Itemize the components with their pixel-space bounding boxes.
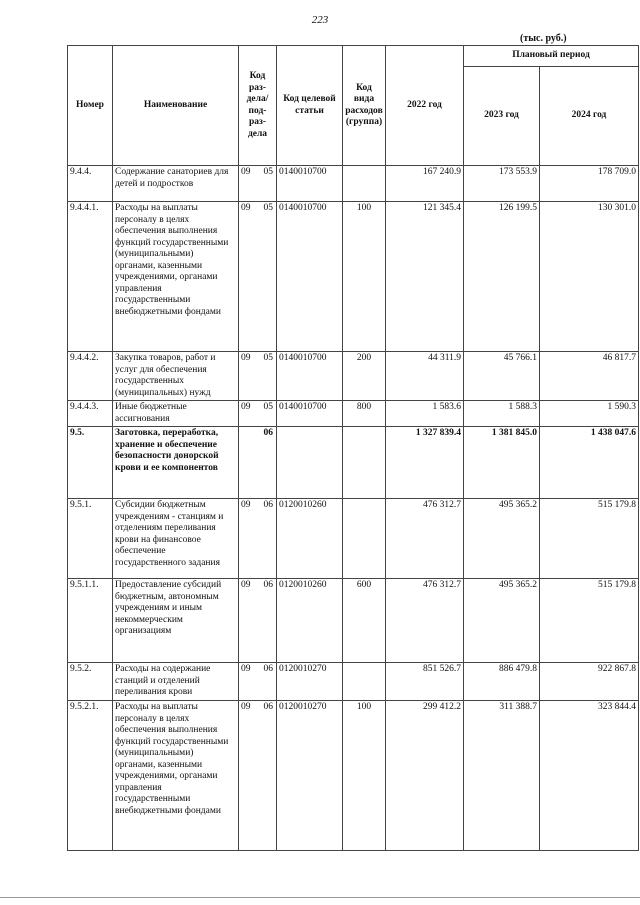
page-number: 223	[311, 14, 329, 26]
row-expense-code	[343, 427, 386, 499]
header-expense-type: Код вида расходов (группа)	[343, 46, 386, 166]
subsection-code: 05	[263, 167, 273, 177]
row-value-2023: 1 588.3	[464, 401, 540, 427]
row-name: Расходы на содержание станций и отделений переливания крови	[113, 663, 239, 701]
row-value-2023: 495 365.2	[464, 499, 540, 579]
row-value-2023: 886 479.8	[464, 663, 540, 701]
row-target-code: 0120010270	[277, 663, 343, 701]
subsection-code: 06	[263, 664, 273, 674]
row-number: 9.5.	[68, 427, 113, 499]
row-value-2022: 1 327 839.4	[386, 427, 464, 499]
row-section-code	[239, 352, 277, 401]
row-name: Расходы на выплаты персоналу в целях обеспечения выполнения функций государственными (муниципальными) органами, казенными учреждениями, органами управления государственными внебюджетными фондами	[113, 701, 239, 851]
row-value-2023: 1 381 845.0	[464, 427, 540, 499]
row-value-2024: 323 844.4	[540, 701, 639, 851]
row-number: 9.4.4.1.	[68, 202, 113, 352]
section-code: 09	[241, 500, 251, 510]
row-value-2024: 922 867.8	[540, 663, 639, 701]
budget-table	[67, 45, 639, 851]
row-name: Расходы на выплаты персоналу в целях обеспечения выполнения функций государственными (муниципальными) органами, казенными учреждениями, органами управления государственными внебюджетными фондами	[113, 202, 239, 352]
row-value-2024: 130 301.0	[540, 202, 639, 352]
row-name: Иные бюджетные ассигнования	[113, 401, 239, 427]
row-value-2023: 495 365.2	[464, 579, 540, 663]
section-code: 09	[241, 402, 251, 412]
header-year-2024: 2024 год	[540, 67, 639, 166]
row-section-code	[239, 663, 277, 701]
row-value-2024: 515 179.8	[540, 499, 639, 579]
table-row	[68, 166, 639, 202]
row-expense-code: 100	[343, 701, 386, 851]
row-name: Закупка товаров, работ и услуг для обеспечения государственных (муниципальных) нужд	[113, 352, 239, 401]
row-target-code: 0140010700	[277, 352, 343, 401]
subsection-code: 05	[263, 402, 273, 412]
row-target-code: 0140010700	[277, 166, 343, 202]
row-name: Содержание санаториев для детей и подростков	[113, 166, 239, 202]
row-section-code	[239, 701, 277, 851]
subsection-code: 06	[263, 580, 273, 590]
row-name: Заготовка, переработка, хранение и обеспечение безопасности донорской крови и ее компонентов	[113, 427, 239, 499]
table-row	[68, 701, 639, 851]
section-code: 09	[241, 702, 251, 712]
row-expense-code	[343, 663, 386, 701]
row-value-2022: 121 345.4	[386, 202, 464, 352]
row-number: 9.4.4.	[68, 166, 113, 202]
header-number: Номер	[68, 46, 113, 166]
subsection-code: 06	[263, 428, 273, 438]
row-value-2023: 126 199.5	[464, 202, 540, 352]
units-label: (тыс. руб.)	[520, 33, 567, 44]
row-value-2022: 851 526.7	[386, 663, 464, 701]
row-value-2022: 476 312.7	[386, 499, 464, 579]
row-target-code: 0140010700	[277, 401, 343, 427]
row-section-code	[239, 401, 277, 427]
row-target-code: 0120010270	[277, 701, 343, 851]
row-target-code: 0140010700	[277, 202, 343, 352]
section-code: 09	[241, 580, 251, 590]
row-number: 9.4.4.3.	[68, 401, 113, 427]
table-row	[68, 499, 639, 579]
row-number: 9.5.2.1.	[68, 701, 113, 851]
table-row	[68, 352, 639, 401]
section-code: 09	[241, 203, 251, 213]
row-value-2024: 1 438 047.6	[540, 427, 639, 499]
row-number: 9.4.4.2.	[68, 352, 113, 401]
row-target-code: 0120010260	[277, 579, 343, 663]
row-target-code: 0120010260	[277, 499, 343, 579]
section-code: 09	[241, 664, 251, 674]
table-row	[68, 202, 639, 352]
row-value-2022: 476 312.7	[386, 579, 464, 663]
header-year-2023: 2023 год	[464, 67, 540, 166]
row-expense-code: 100	[343, 202, 386, 352]
row-value-2024: 178 709.0	[540, 166, 639, 202]
row-section-code	[239, 202, 277, 352]
row-expense-code: 600	[343, 579, 386, 663]
row-target-code	[277, 427, 343, 499]
row-section-code	[239, 427, 277, 499]
row-expense-code	[343, 499, 386, 579]
row-value-2023: 311 388.7	[464, 701, 540, 851]
page-bottom-line	[0, 897, 640, 898]
header-year-2022: 2022 год	[386, 46, 464, 166]
row-name: Предоставление субсидий бюджетным, автономным учреждениям и иным некоммерческим организациям	[113, 579, 239, 663]
table-row	[68, 427, 639, 499]
row-value-2023: 173 553.9	[464, 166, 540, 202]
row-value-2022: 299 412.2	[386, 701, 464, 851]
row-value-2024: 46 817.7	[540, 352, 639, 401]
table-row	[68, 579, 639, 663]
row-section-code	[239, 499, 277, 579]
table-body	[68, 166, 639, 851]
row-number: 9.5.1.1.	[68, 579, 113, 663]
subsection-code: 05	[263, 353, 273, 363]
header-planned-period: Плановый период	[464, 46, 639, 67]
subsection-code: 06	[263, 500, 273, 510]
row-value-2024: 515 179.8	[540, 579, 639, 663]
header-name: Наименование	[113, 46, 239, 166]
table-row	[68, 663, 639, 701]
section-code: 09	[241, 167, 251, 177]
row-section-code	[239, 579, 277, 663]
row-value-2024: 1 590.3	[540, 401, 639, 427]
subsection-code: 05	[263, 203, 273, 213]
row-value-2023: 45 766.1	[464, 352, 540, 401]
header-section: Код раз-дела/ под-раз-дела	[239, 46, 277, 166]
row-expense-code: 800	[343, 401, 386, 427]
row-value-2022: 1 583.6	[386, 401, 464, 427]
header-target: Код целевой статьи	[277, 46, 343, 166]
row-section-code	[239, 166, 277, 202]
row-number: 9.5.2.	[68, 663, 113, 701]
row-expense-code	[343, 166, 386, 202]
row-expense-code: 200	[343, 352, 386, 401]
section-code: 09	[241, 353, 251, 363]
row-value-2022: 44 311.9	[386, 352, 464, 401]
subsection-code: 06	[263, 702, 273, 712]
table-row	[68, 401, 639, 427]
row-name: Субсидии бюджетным учреждениям - станциям и отделениям переливания крови на финансовое обеспечение государственного задания	[113, 499, 239, 579]
row-number: 9.5.1.	[68, 499, 113, 579]
row-value-2022: 167 240.9	[386, 166, 464, 202]
